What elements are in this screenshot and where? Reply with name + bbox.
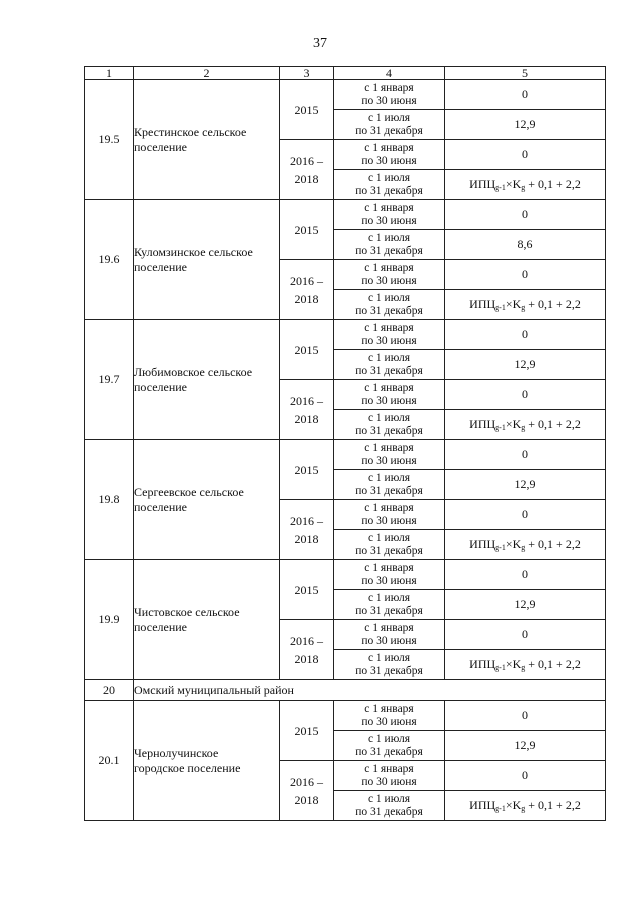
header-col-1: 1 (85, 67, 134, 80)
text-line: городское поселение (134, 760, 241, 775)
period-to: по 30 июня (361, 715, 417, 728)
period-cell (334, 230, 445, 260)
settlement-name (134, 320, 280, 440)
formula-sub2: g (521, 804, 526, 813)
period-to: по 31 декабря (355, 664, 423, 677)
period-cell (334, 440, 445, 470)
period-from: с 1 июля (367, 532, 411, 544)
formula-sub1: g-1 (495, 663, 506, 672)
period-from: с 1 июля (367, 472, 411, 484)
year-cell (280, 200, 334, 260)
value-cell: 0 (445, 620, 606, 650)
period-from: с 1 января (364, 562, 414, 574)
period-cell (334, 200, 445, 230)
value-cell: 12,9 (445, 731, 606, 761)
value-cell: 8,6 (445, 230, 606, 260)
text-line: Чистовское сельское (134, 604, 240, 619)
period-to: по 30 июня (361, 334, 417, 347)
period-to: по 30 июня (361, 214, 417, 227)
year-cell (280, 440, 334, 500)
settlement-number: 19.8 (85, 440, 134, 560)
text-line: 2016 – (290, 393, 323, 408)
period-to: по 31 декабря (355, 244, 423, 257)
formula-suffix: + 0,1 + 2,2 (525, 537, 581, 551)
period-from: с 1 июля (367, 592, 411, 604)
period-cell (334, 560, 445, 590)
period-to: по 31 декабря (355, 745, 423, 758)
value-cell: 12,9 (445, 110, 606, 140)
formula-mid: ×K (505, 297, 522, 311)
formula-cell (445, 170, 606, 200)
value-cell: 0 (445, 140, 606, 170)
period-to: по 31 декабря (355, 604, 423, 617)
settlement-number: 20.1 (85, 701, 134, 821)
text-line: Чернолучинское (134, 745, 219, 760)
year-cell (280, 140, 334, 200)
value-cell: 0 (445, 80, 606, 110)
header-row (85, 67, 606, 80)
period-row (85, 440, 606, 470)
period-from: с 1 июля (367, 793, 411, 805)
formula-prefix: ИПЦ (469, 798, 496, 812)
period-to: по 31 декабря (355, 184, 423, 197)
year-cell (280, 620, 334, 680)
period-cell (334, 731, 445, 761)
formula-cell (445, 410, 606, 440)
period-row (85, 80, 606, 110)
text-line: Сергеевское сельское (134, 484, 244, 499)
settlement-number: 19.9 (85, 560, 134, 680)
period-cell (334, 791, 445, 821)
header-col-5: 5 (445, 67, 606, 80)
period-to: по 31 декабря (355, 364, 423, 377)
district-number: 20 (85, 680, 134, 701)
period-cell (334, 590, 445, 620)
text-line: 2016 – (290, 774, 323, 789)
period-to: по 31 декабря (355, 424, 423, 437)
period-cell (334, 410, 445, 440)
text-line: Куломзинское сельское (134, 244, 253, 259)
period-to: по 31 декабря (355, 304, 423, 317)
formula-suffix: + 0,1 + 2,2 (525, 798, 581, 812)
period-from: с 1 июля (367, 292, 411, 304)
period-cell (334, 80, 445, 110)
text-line: поселение (134, 499, 188, 514)
period-to: по 30 июня (361, 454, 417, 467)
period-to: по 31 декабря (355, 544, 423, 557)
formula-prefix: ИПЦ (469, 537, 496, 551)
settlement-number: 19.5 (85, 80, 134, 200)
settlement-name (134, 701, 280, 821)
period-to: по 31 декабря (355, 805, 423, 818)
formula-mid: ×K (505, 798, 522, 812)
settlement-name (134, 80, 280, 200)
formula-sub1: g-1 (495, 183, 506, 192)
period-cell (334, 170, 445, 200)
period-to: по 30 июня (361, 775, 417, 788)
period-from: с 1 января (364, 703, 414, 715)
text-line: 2016 – (290, 273, 323, 288)
formula-cell (445, 530, 606, 560)
formula-sub2: g (521, 423, 526, 432)
period-from: с 1 января (364, 82, 414, 94)
formula-mid: ×K (505, 657, 522, 671)
period-to: по 31 декабря (355, 124, 423, 137)
period-to: по 30 июня (361, 514, 417, 527)
settlement-name (134, 560, 280, 680)
tariff-table (84, 66, 606, 821)
value-cell: 0 (445, 500, 606, 530)
period-cell (334, 470, 445, 500)
period-from: с 1 июля (367, 232, 411, 244)
district-row (85, 680, 606, 701)
text-line: поселение (134, 619, 188, 634)
formula-cell (445, 650, 606, 680)
value-cell: 0 (445, 761, 606, 791)
period-from: с 1 июля (367, 112, 411, 124)
formula-cell (445, 791, 606, 821)
period-cell (334, 260, 445, 290)
text-line: 2018 (294, 651, 319, 666)
year-cell (280, 260, 334, 320)
text-line: 2018 (294, 531, 319, 546)
settlement-number: 19.7 (85, 320, 134, 440)
formula-mid: ×K (505, 177, 522, 191)
settlement-name (134, 200, 280, 320)
period-cell (334, 140, 445, 170)
value-cell: 0 (445, 260, 606, 290)
formula-cell (445, 290, 606, 320)
value-cell: 0 (445, 380, 606, 410)
formula-sub1: g-1 (495, 423, 506, 432)
period-cell (334, 650, 445, 680)
year-cell (280, 500, 334, 560)
text-line: 2016 – (290, 633, 323, 648)
value-cell: 12,9 (445, 350, 606, 380)
text-line: 2016 – (290, 153, 323, 168)
header-col-2: 2 (134, 67, 280, 80)
period-from: с 1 января (364, 262, 414, 274)
formula-prefix: ИПЦ (469, 657, 496, 671)
period-to: по 30 июня (361, 394, 417, 407)
period-to: по 30 июня (361, 634, 417, 647)
text-line: 2015 (294, 462, 319, 477)
period-cell (334, 701, 445, 731)
period-cell (334, 500, 445, 530)
year-cell (280, 380, 334, 440)
period-to: по 30 июня (361, 274, 417, 287)
header-col-3: 3 (280, 67, 334, 80)
period-cell (334, 110, 445, 140)
text-line: поселение (134, 379, 188, 394)
text-line: поселение (134, 259, 188, 274)
formula-prefix: ИПЦ (469, 177, 496, 191)
formula-suffix: + 0,1 + 2,2 (525, 177, 581, 191)
formula-sub2: g (521, 543, 526, 552)
formula-sub1: g-1 (495, 804, 506, 813)
period-row (85, 320, 606, 350)
page-number: 37 (313, 36, 327, 51)
formula-prefix: ИПЦ (469, 417, 496, 431)
period-row (85, 560, 606, 590)
text-line: 2015 (294, 222, 319, 237)
formula-sub2: g (521, 183, 526, 192)
period-row (85, 701, 606, 731)
value-cell: 0 (445, 200, 606, 230)
value-cell: 12,9 (445, 590, 606, 620)
formula-sub1: g-1 (495, 303, 506, 312)
text-line: 2018 (294, 411, 319, 426)
text-line: 2018 (294, 291, 319, 306)
year-cell (280, 701, 334, 761)
text-line: поселение (134, 139, 188, 154)
text-line: 2016 – (290, 513, 323, 528)
year-cell (280, 80, 334, 140)
period-from: с 1 января (364, 763, 414, 775)
period-to: по 31 декабря (355, 484, 423, 497)
tariff-table-body (85, 67, 606, 821)
period-to: по 30 июня (361, 94, 417, 107)
period-from: с 1 января (364, 322, 414, 334)
formula-suffix: + 0,1 + 2,2 (525, 297, 581, 311)
period-from: с 1 января (364, 622, 414, 634)
value-cell: 0 (445, 560, 606, 590)
period-from: с 1 января (364, 142, 414, 154)
formula-mid: ×K (505, 417, 522, 431)
value-cell: 12,9 (445, 470, 606, 500)
formula-mid: ×K (505, 537, 522, 551)
period-cell (334, 320, 445, 350)
period-from: с 1 января (364, 202, 414, 214)
year-cell (280, 761, 334, 821)
period-cell (334, 620, 445, 650)
value-cell: 0 (445, 320, 606, 350)
settlement-name (134, 440, 280, 560)
period-from: с 1 июля (367, 733, 411, 745)
text-line: 2018 (294, 792, 319, 807)
text-line: 2015 (294, 723, 319, 738)
period-to: по 30 июня (361, 154, 417, 167)
period-cell (334, 350, 445, 380)
formula-sub2: g (521, 303, 526, 312)
text-line: 2015 (294, 102, 319, 117)
period-from: с 1 января (364, 382, 414, 394)
value-cell: 0 (445, 701, 606, 731)
formula-suffix: + 0,1 + 2,2 (525, 657, 581, 671)
period-cell (334, 530, 445, 560)
value-cell: 0 (445, 440, 606, 470)
period-from: с 1 января (364, 502, 414, 514)
period-from: с 1 июля (367, 172, 411, 184)
period-from: с 1 января (364, 442, 414, 454)
text-line: Любимовское сельское (134, 364, 253, 379)
text-line: Крестинское сельское (134, 124, 247, 139)
text-line: 2018 (294, 171, 319, 186)
period-from: с 1 июля (367, 652, 411, 664)
period-from: с 1 июля (367, 352, 411, 364)
formula-sub2: g (521, 663, 526, 672)
period-cell (334, 380, 445, 410)
period-to: по 30 июня (361, 574, 417, 587)
period-cell (334, 761, 445, 791)
period-row (85, 200, 606, 230)
year-cell (280, 320, 334, 380)
text-line: 2015 (294, 582, 319, 597)
formula-prefix: ИПЦ (469, 297, 496, 311)
year-cell (280, 560, 334, 620)
header-col-4: 4 (334, 67, 445, 80)
period-cell (334, 290, 445, 320)
formula-suffix: + 0,1 + 2,2 (525, 417, 581, 431)
formula-sub1: g-1 (495, 543, 506, 552)
text-line: 2015 (294, 342, 319, 357)
period-from: с 1 июля (367, 412, 411, 424)
settlement-number: 19.6 (85, 200, 134, 320)
district-name: Омский муниципальный район (134, 680, 606, 701)
